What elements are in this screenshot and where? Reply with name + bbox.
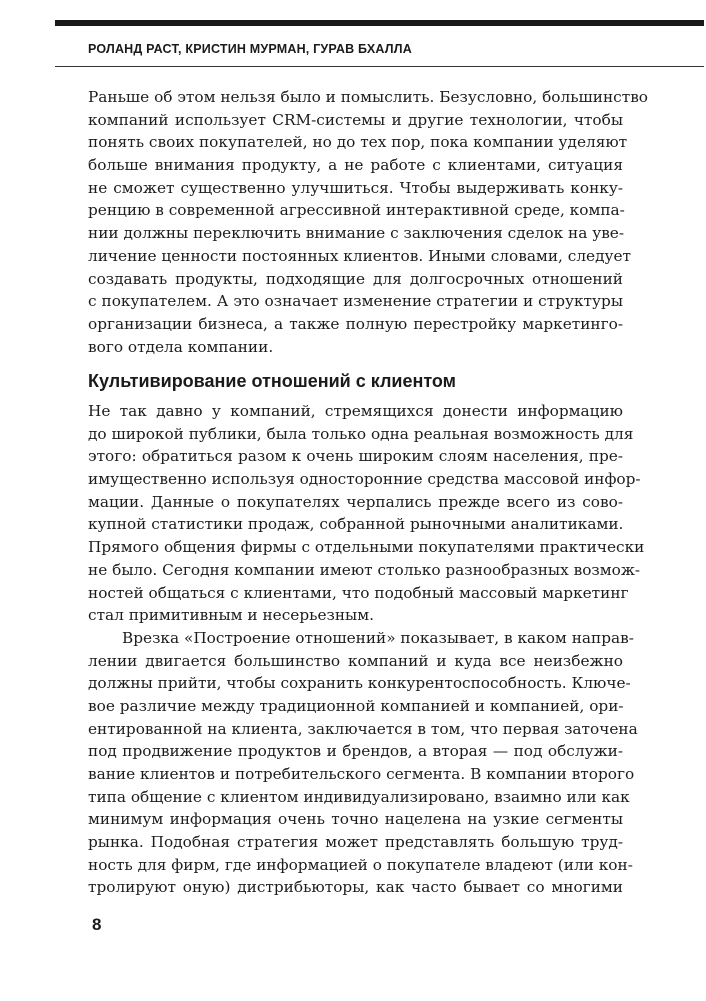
text-line: тролируют оную) дистрибьюторы, как часто бывает со многими <box>88 878 623 897</box>
text-line: ность для фирм, где информацией о покупателе владеют (или кон- <box>88 855 633 874</box>
text-line: купной статистики продаж, собранной рыночными аналитиками. <box>88 515 624 534</box>
text-line: ностей общаться с клиентами, что подобный массовый маркетинг <box>88 583 629 602</box>
text-line: минимум информация очень точно нацелена на узкие сегменты <box>88 810 623 829</box>
text-line: Прямого общения фирмы с отдельными покупателями практически <box>88 538 645 557</box>
text-line: ентированной на клиента, заключается в том, что первая заточена <box>88 719 638 738</box>
text-line: не было. Сегодня компании имеют столько разнообразных возмож- <box>88 560 641 579</box>
text-line: этого: обратиться разом к очень широким слоям населения, пре- <box>88 447 623 466</box>
text-line: имущественно используя односторонние средства массовой инфор- <box>88 470 641 489</box>
text-line: Раньше об этом нельзя было и помыслить. Безусловно, большинство <box>88 88 649 106</box>
text-line: нии должны переключить внимание с заключения сделок на уве- <box>88 224 625 243</box>
text-line: лении двигается большинство компаний и куда все неизбежно <box>88 651 623 670</box>
text-line: больше внимания продукту, а не работе с клиентами, ситуация <box>88 156 623 175</box>
paragraph-1 <box>88 86 649 358</box>
text-line: личение ценности постоянных клиентов. Иными словами, следует <box>88 246 632 265</box>
text-line: стал примитивным и несерьезным. <box>88 606 374 625</box>
page-number: 8 <box>92 915 102 934</box>
text-line: создавать продукты, подходящие для долгосрочных отношений <box>88 269 623 288</box>
text-line: рынка. Подобная стратегия может представлять большую труд- <box>88 833 623 852</box>
text-line: Врезка «Построение отношений» показывает, в каком направ- <box>122 628 634 647</box>
running-head-authors: РОЛАНД РАСТ, КРИСТИН МУРМАН, ГУРАВ БХАЛЛА <box>88 42 412 56</box>
text-line: вание клиентов и потребительского сегмента. В компании второго <box>88 765 635 783</box>
text-line: должны прийти, чтобы сохранить конкурентоспособность. Ключе- <box>88 674 631 693</box>
header-rule <box>55 66 704 67</box>
text-line: вое различие между традиционной компанией и компанией, ори- <box>88 696 624 715</box>
text-line: Не так давно у компаний, стремящихся донести информацию <box>88 402 623 420</box>
paragraph-2-and-3 <box>88 400 645 899</box>
text-line: мации. Данные о покупателях черпались прежде всего из сово- <box>88 492 623 511</box>
text-line: организации бизнеса, а также полную перестройку маркетинго- <box>88 314 623 333</box>
text-line: понять своих покупателей, но до тех пор, пока компании уделяют <box>88 133 628 152</box>
text-line: вого отдела компании. <box>88 337 274 356</box>
top-border-bar <box>55 20 704 26</box>
text-line: под продвижение продуктов и брендов, а вторая — под обслужи- <box>88 742 623 761</box>
text-line: не сможет существенно улучшиться. Чтобы выдерживать конку- <box>88 178 623 197</box>
text-line: ренцию в современной агрессивной интерактивной среде, компа- <box>88 201 625 220</box>
section-heading: Культивирование отношений с клиентом <box>88 371 456 391</box>
text-line: до широкой публики, была только одна реальная возможность для <box>88 424 634 443</box>
text-line: типа общение с клиентом индивидуализировано, взаимно или как <box>88 787 630 806</box>
text-line: компаний использует CRM-системы и другие технологии, чтобы <box>88 110 623 129</box>
text-line: с покупателем. А это означает изменение стратегии и структуры <box>88 292 623 311</box>
